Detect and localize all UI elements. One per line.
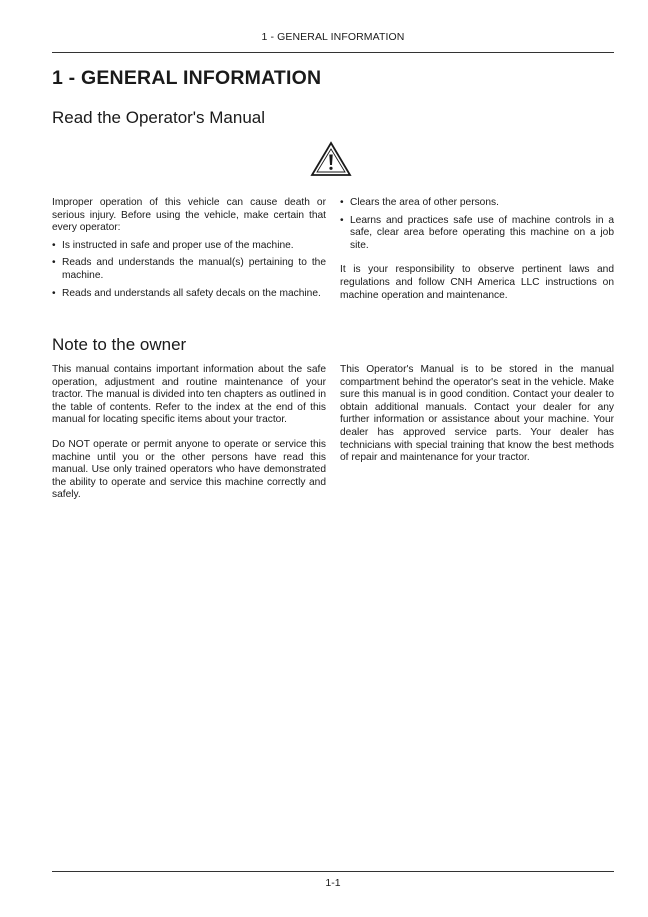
do-not-operate-paragraph: Do NOT operate or permit anyone to operate or service this machine until you or the other persons have read this manual. Use only trained operators who have demonstrated the ability to operate and service this machine correctly and safely.: [52, 438, 326, 501]
list-item: • Learns and practices safe use of machine controls in a safe, clear area before operating this machine on a job site.: [340, 215, 614, 253]
list-item: • Reads and understands all safety decals on the machine.: [52, 288, 326, 301]
running-header: 1 - GENERAL INFORMATION: [261, 31, 405, 43]
footer-rule: [52, 871, 614, 872]
manual-storage-paragraph: This Operator's Manual is to be stored in the manual compartment behind the operator's seat in the vehicle. Make sure this manual is in good condition. Contact your dealer to obtain additional manuals. Contact your dealer for any further information or assistance about your machine. Your dealer has approved service parts. Your dealer has technicians with special training that know the best methods of repair and maintenance for your tractor.: [340, 364, 614, 464]
list-item: • Clears the area of other persons.: [340, 197, 614, 210]
list-item: • Reads and understands the manual(s) pertaining to the machine.: [52, 257, 326, 282]
warning-triangle-icon: [310, 141, 352, 177]
note-owner-right-column: [340, 364, 614, 465]
section-heading-note-owner: Note to the owner: [52, 335, 187, 354]
operator-requirements-list: [52, 240, 326, 300]
responsibility-paragraph: It is your responsibility to observe pertinent laws and regulations and follow CNH America LLC instructions on machine operation and maintenance.: [340, 264, 614, 301]
read-manual-intro: Improper operation of this vehicle can cause death or serious injury. Before using the vehicle, make certain that every operator:: [52, 197, 326, 234]
operator-requirements-list-continued: [340, 197, 614, 252]
page-number: 1-1: [325, 877, 341, 889]
manual-contents-paragraph: This manual contains important information about the safe operation, adjustment and routine maintenance of your tractor. The manual is divided into ten chapters as outlined in the table of contents. Refer to the index at the end of this manual for locating specific items about your tractor.: [52, 364, 326, 426]
page-title: 1 - GENERAL INFORMATION: [52, 67, 322, 89]
read-manual-right-column: [340, 197, 614, 302]
list-item: • Is instructed in safe and proper use of the machine.: [52, 240, 326, 253]
section-heading-read-manual: Read the Operator's Manual: [52, 108, 266, 127]
header-rule: [52, 52, 614, 53]
read-manual-left-column: [52, 197, 326, 300]
note-owner-left-column: [52, 364, 326, 502]
